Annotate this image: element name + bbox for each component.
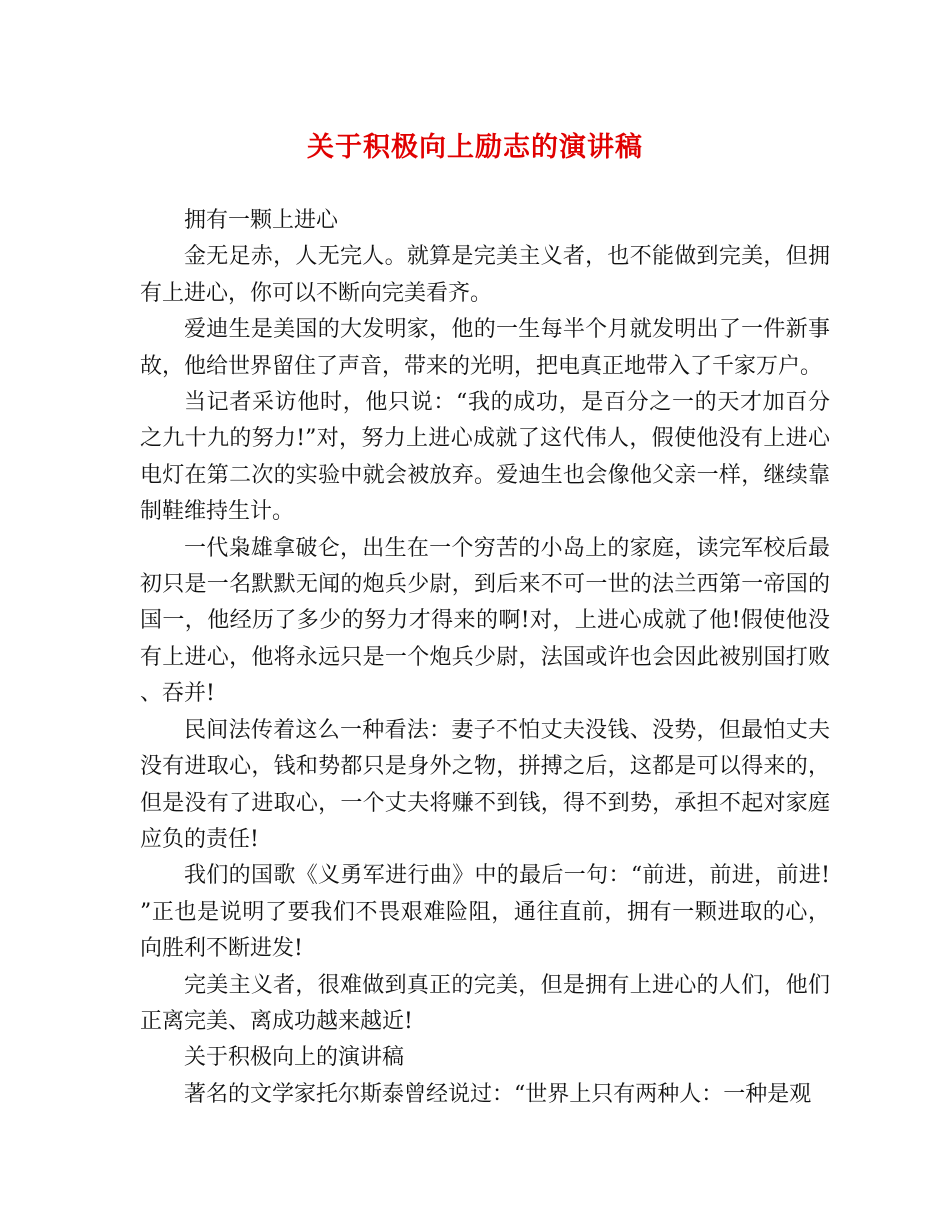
paragraph: 爱迪生是美国的大发明家，他的一生每半个月就发明出了一件新事故，他给世界留住了声音，带来的光明，把电真正地带入了千家万户。 (140, 317, 830, 379)
document-title: 关于积极向上励志的演讲稿 (307, 132, 643, 163)
paragraph: 完美主义者，很难做到真正的完美，但是拥有上进心的人们，他们正离完美、离成功越来越近! (140, 972, 830, 1034)
document-body (140, 203, 830, 1113)
paragraph: 一代枭雄拿破仑，出生在一个穷苦的小岛上的家庭，读完军校后最初只是一名默默无闻的炮兵少尉，到后来不可一世的法兰西第一帝国的国一，他经历了多少的努力才得来的啊!对，上进心成就了他!假使他没有上进心，他将永远只是一个炮兵少尉，法国或许也会因此被别国打败、吞并! (140, 535, 830, 707)
paragraph: 民间法传着这么一种看法：妻子不怕丈夫没钱、没势，但最怕丈夫没有进取心，钱和势都只是身外之物，拼搏之后，这都是可以得来的，但是没有了进取心，一个丈夫将赚不到钱，得不到势，承担不起对家庭应负的责任! (140, 717, 830, 852)
paragraph: 当记者采访他时，他只说：“我的成功，是百分之一的天才加百分之九十九的努力!”对，努力上进心成就了这代伟人，假使他没有上进心电灯在第二次的实验中就会被放弃。爱迪生也会像他父亲一样，继续靠制鞋维持生计。 (140, 390, 830, 525)
paragraph: 金无足赤，人无完人。就算是完美主义者，也不能做到完美，但拥有上进心，你可以不断向完美看齐。 (140, 244, 830, 306)
paragraph-subheading-2: 关于积极向上的演讲稿 (184, 1045, 405, 1071)
paragraph: 我们的国歌《义勇军进行曲》中的最后一句：“前进，前进，前进!”正也是说明了要我们不畏艰难险阻，通往直前，拥有一颗进取的心，向胜利不断进发! (140, 863, 830, 962)
paragraph-subheading-1: 拥有一颗上进心 (184, 208, 339, 233)
paragraph: 著名的文学家托尔斯泰曾经说过：“世界上只有两种人：一种是观 (184, 1081, 812, 1107)
